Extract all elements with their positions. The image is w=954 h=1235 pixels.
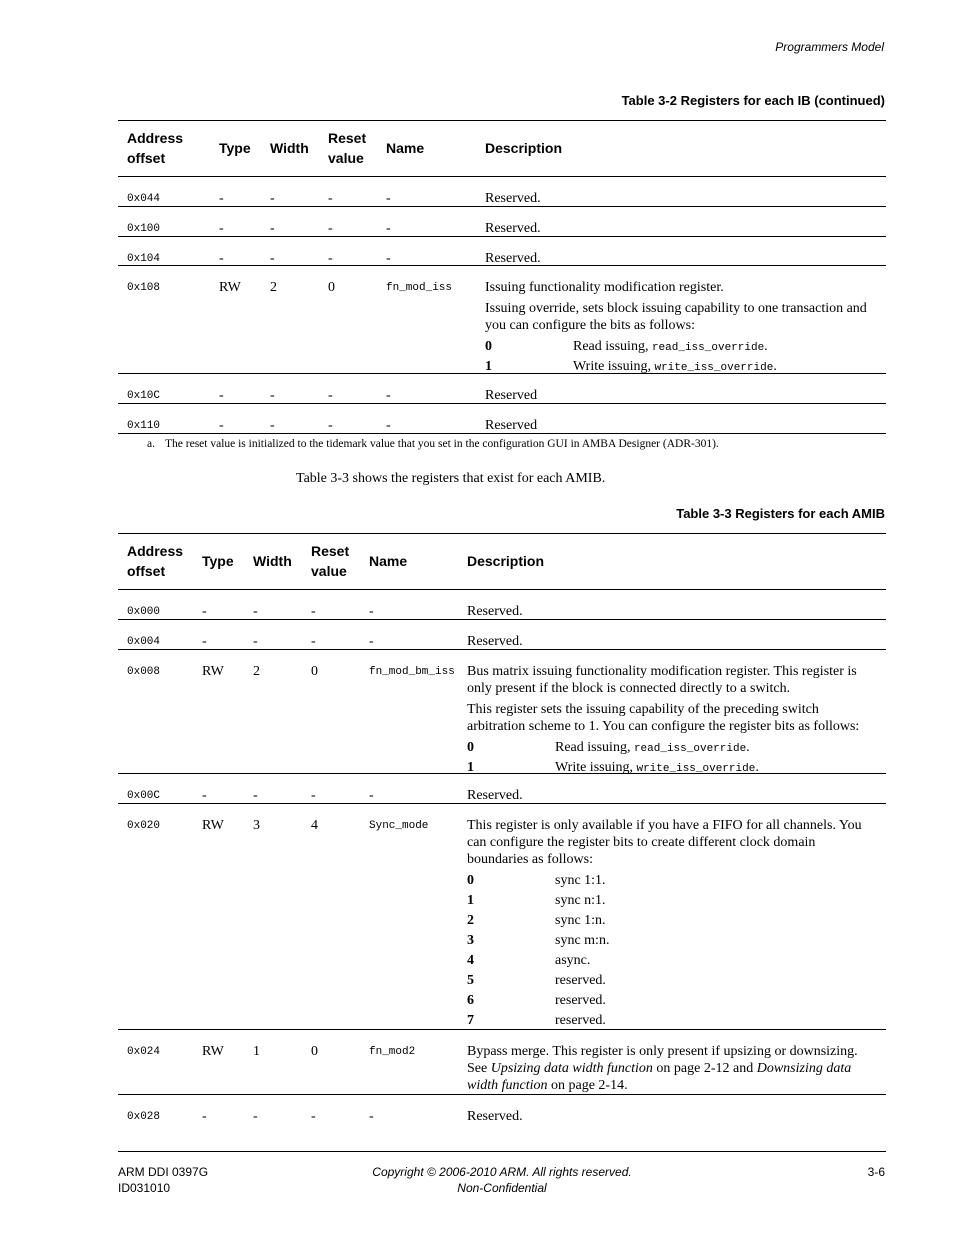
name-cell: - <box>369 604 374 619</box>
address-offset: 0x028 <box>127 1111 161 1123</box>
width-cell: - <box>253 1109 258 1124</box>
reset-cell: 0 <box>311 1044 318 1059</box>
type-cell: RW <box>202 818 224 833</box>
name-cell: - <box>369 1109 374 1124</box>
col-header-reset: Reset value <box>311 543 350 579</box>
issue-id: ID031010 <box>118 1181 171 1195</box>
address-offset: 0x00C <box>127 790 161 802</box>
enum-value: sync 1:n. <box>555 913 606 928</box>
xref-link[interactable]: Upsizing data width function <box>490 1061 653 1076</box>
col-header-description: Description <box>467 553 545 569</box>
description-cell: Reserved <box>485 388 538 403</box>
name-cell: - <box>369 634 374 649</box>
name-cell: - <box>386 251 391 266</box>
enum-item <box>467 1012 879 1032</box>
enum-item <box>467 932 879 952</box>
name-cell: - <box>386 418 391 433</box>
type-cell: - <box>202 1109 207 1124</box>
enum-key: 1 <box>485 359 492 374</box>
enum-item <box>467 912 879 932</box>
enum-key: 1 <box>467 760 474 775</box>
reset-cell: - <box>328 418 333 433</box>
col-header-address: Address offset <box>127 130 184 166</box>
xref-link[interactable]: Downsizing data width function <box>467 1061 852 1093</box>
description-cell: Reserved <box>485 418 538 433</box>
enum-value: sync n:1. <box>555 893 606 908</box>
enum-value: Read issuing, read_iss_override. <box>573 339 768 354</box>
doc-number: ARM DDI 0397G <box>118 1165 209 1179</box>
type-cell: RW <box>202 1044 224 1059</box>
enum-key: 5 <box>467 973 474 988</box>
address-offset: 0x10C <box>127 390 161 402</box>
description-cell: Reserved. <box>485 221 541 236</box>
table-row <box>118 266 886 374</box>
address-offset: 0x008 <box>127 666 161 678</box>
name-cell: fn_mod_bm_iss <box>369 666 455 678</box>
width-cell: - <box>270 251 275 266</box>
table-row <box>118 804 886 1030</box>
enum-value: sync 1:1. <box>555 873 606 888</box>
address-offset: 0x024 <box>127 1046 161 1058</box>
table-row <box>118 650 886 774</box>
name-cell: - <box>386 388 391 403</box>
enum-value: Read issuing, read_iss_override. <box>555 740 750 755</box>
reset-cell: - <box>311 788 316 803</box>
type-cell: - <box>219 388 224 403</box>
description-text: This register sets the issuing capability of the preceding switch arbitration scheme to 1. You can configure the register bits as follows: <box>467 702 860 734</box>
copyright-text: Copyright © 2006-2010 ARM. All rights reserved. <box>372 1165 632 1179</box>
table1-header <box>118 120 886 177</box>
col-header-type: Type <box>219 140 251 156</box>
enum-item <box>467 892 879 912</box>
width-cell: - <box>253 604 258 619</box>
description-cell: Reserved. <box>485 191 541 206</box>
reset-cell: 4 <box>311 818 318 833</box>
reset-cell: 0 <box>328 280 335 295</box>
name-cell: fn_mod_iss <box>386 282 453 294</box>
table-row <box>118 237 886 266</box>
reset-cell: - <box>311 634 316 649</box>
address-offset: 0x100 <box>127 223 161 235</box>
table1 <box>118 120 886 434</box>
description-text: Issuing override, sets block issuing capability to one transaction and you can configure the bits as follows: <box>485 301 867 333</box>
description-cell: Reserved. <box>467 1109 523 1124</box>
col-header-name: Name <box>369 553 408 569</box>
reset-cell: - <box>311 1109 316 1124</box>
table2-caption: Table 3-3 Registers for each AMIB <box>676 506 885 521</box>
enum-item <box>467 739 879 759</box>
enum-value: async. <box>555 953 591 968</box>
description-cell: Reserved. <box>467 788 523 803</box>
table-row <box>118 404 886 434</box>
col-header-reset: Reset value <box>328 130 367 166</box>
description-cell <box>467 663 879 779</box>
description-cell <box>467 817 879 1032</box>
footer-divider <box>118 1151 886 1152</box>
description-cell: Reserved. <box>467 634 523 649</box>
width-cell: 2 <box>253 664 260 679</box>
table2-header <box>118 533 886 590</box>
enum-value: reserved. <box>555 973 606 988</box>
name-cell: - <box>369 788 374 803</box>
type-cell: - <box>219 418 224 433</box>
width-cell: - <box>253 634 258 649</box>
enum-key: 2 <box>467 913 474 928</box>
address-offset: 0x110 <box>127 420 161 432</box>
type-cell: RW <box>219 280 241 295</box>
table-row <box>118 374 886 404</box>
footer-center <box>302 1164 702 1196</box>
confidentiality-text: Non-Confidential <box>457 1181 547 1195</box>
reset-cell: 0 <box>311 664 318 679</box>
type-cell: - <box>202 788 207 803</box>
address-offset: 0x020 <box>127 820 161 832</box>
address-offset: 0x104 <box>127 253 161 265</box>
width-cell: 1 <box>253 1044 260 1059</box>
width-cell: - <box>270 221 275 236</box>
enum-key: 0 <box>467 740 474 755</box>
intro-paragraph: Table 3-3 shows the registers that exist for each AMIB. <box>296 471 606 486</box>
description-text: Bus matrix issuing functionality modification register. This register is only present if the block is connected directly to a switch. <box>467 664 857 696</box>
type-cell: - <box>202 604 207 619</box>
table-row <box>118 1030 886 1095</box>
description-cell <box>467 1043 879 1098</box>
enum-key: 6 <box>467 993 474 1008</box>
name-cell: Sync_mode <box>369 820 429 832</box>
enum-value: reserved. <box>555 1013 606 1028</box>
page-number: 3-6 <box>867 1165 885 1179</box>
page-header-section: Programmers Model <box>775 40 884 54</box>
enum-item <box>467 952 879 972</box>
enum-key: 4 <box>467 953 474 968</box>
table-row <box>118 620 886 650</box>
width-cell: - <box>253 788 258 803</box>
description-cell <box>485 279 880 378</box>
col-header-width: Width <box>253 553 292 569</box>
enum-value: Write issuing, write_iss_override. <box>555 760 759 775</box>
enum-item <box>467 972 879 992</box>
width-cell: - <box>270 418 275 433</box>
enum-value: reserved. <box>555 993 606 1008</box>
reset-cell: - <box>328 251 333 266</box>
enum-item <box>467 872 879 892</box>
type-cell: RW <box>202 664 224 679</box>
type-cell: - <box>219 191 224 206</box>
table-row <box>118 207 886 237</box>
enum-key: 0 <box>485 339 492 354</box>
col-header-description: Description <box>485 140 563 156</box>
enum-key: 0 <box>467 873 474 888</box>
col-header-width: Width <box>270 140 309 156</box>
name-cell: - <box>386 221 391 236</box>
enum-item <box>485 338 880 358</box>
description-text: This register is only available if you have a FIFO for all channels. You can configure the register bits to create different clock domain boundaries as follows: <box>467 818 862 867</box>
width-cell: 3 <box>253 818 260 833</box>
enum-key: 3 <box>467 933 474 948</box>
col-header-type: Type <box>202 553 234 569</box>
type-cell: - <box>202 634 207 649</box>
reset-cell: - <box>328 388 333 403</box>
table-row <box>118 1095 886 1124</box>
col-header-name: Name <box>386 140 425 156</box>
name-cell: fn_mod2 <box>369 1046 416 1058</box>
reset-cell: - <box>328 221 333 236</box>
description-cell: Reserved. <box>467 604 523 619</box>
enum-item <box>467 992 879 1012</box>
type-cell: - <box>219 221 224 236</box>
enum-key: 1 <box>467 893 474 908</box>
type-cell: - <box>219 251 224 266</box>
enum-key: 7 <box>467 1013 474 1028</box>
footnote-text: The reset value is initialized to the tidemark value that you set in the configuration GUI in AMBA Designer (ADR-301). <box>165 438 719 450</box>
reset-cell: - <box>311 604 316 619</box>
footer-doc-id <box>118 1164 208 1196</box>
description-text: Bypass merge. This register is only present if upsizing or downsizing. See Upsizing data width function on page 2-12 and Downsizing data width function on page 2-14. <box>467 1044 858 1093</box>
table-row <box>118 590 886 620</box>
description-text: Issuing functionality modification register. <box>485 280 724 295</box>
enum-value: sync m:n. <box>555 933 610 948</box>
col-header-address: Address offset <box>127 543 184 579</box>
description-cell: Reserved. <box>485 251 541 266</box>
address-offset: 0x004 <box>127 636 161 648</box>
width-cell: 2 <box>270 280 277 295</box>
width-cell: - <box>270 388 275 403</box>
address-offset: 0x000 <box>127 606 161 618</box>
reset-cell: - <box>328 191 333 206</box>
enum-value: Write issuing, write_iss_override. <box>573 359 777 374</box>
width-cell: - <box>270 191 275 206</box>
address-offset: 0x044 <box>127 193 161 205</box>
address-offset: 0x108 <box>127 282 161 294</box>
table2 <box>118 533 886 1124</box>
name-cell: - <box>386 191 391 206</box>
footnote-marker: a. <box>147 438 155 450</box>
table-row <box>118 177 886 207</box>
table1-caption: Table 3-2 Registers for each IB (continued) <box>621 93 885 108</box>
table-row <box>118 774 886 804</box>
